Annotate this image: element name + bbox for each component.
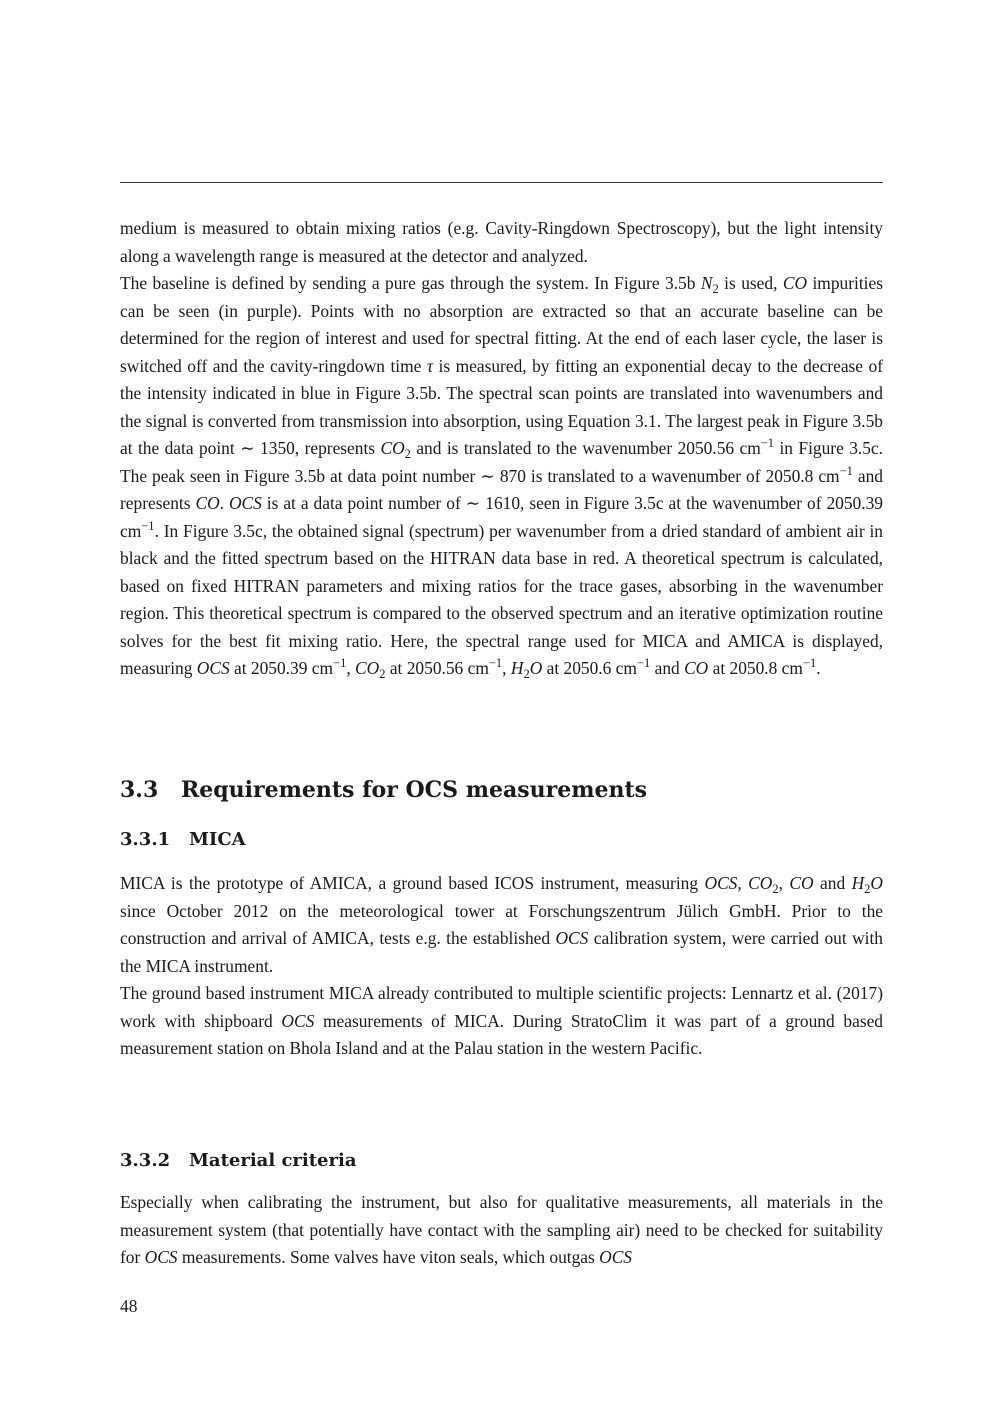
header-rule bbox=[120, 182, 883, 183]
subsection-heading-material: 3.3.2 Material criteria bbox=[120, 1150, 357, 1171]
page-number: 48 bbox=[120, 1296, 138, 1316]
body-text-material bbox=[120, 1189, 883, 1272]
paragraph-mica-intro: MICA is the prototype of AMICA, a ground based ICOS instrument, measuring OCS, $CO_2$, CO and $H_2O$ since October 2012 on the meteorological tower at Forschungszentrum Jülich GmbH. Prior to the construction and arrival of AMICA, tests e.g. the established OCS calibration system, were carried out with the MICA instrument. bbox=[120, 873, 883, 976]
paragraph-material-criteria: Especially when calibrating the instrument, but also for qualitative measurements, all materials in the measurement system (that potentially have contact with the sampling air) need to be checked for suitability for OCS measurements. Some valves have viton seals, which outgas OCS bbox=[120, 1192, 883, 1267]
section-heading: 3.3 Requirements for OCS measurements bbox=[120, 777, 648, 803]
paragraph-baseline: The baseline is defined by sending a pure gas through the system. In Figure 3.5b $N_2$ is used, CO impurities can be seen (in purple). Points with no absorption are extracted so that an accurate baseline can be determined for the region of interest and used for spectral fitting. At the end of each laser cycle, the laser is switched off and the cavity-ringdown time τ is measured, by fitting an exponential decay to the decrease of the intensity indicated in blue in Figure 3.5b. The spectral scan points are translated into wavenumbers and the signal is converted from transmission into absorption, using Equation 3.1. The largest peak in Figure 3.5b at the data point ∼ 1350, represents $CO_2$ and is translated to the wavenumber 2050.56 $cm^{-1}$ in Figure 3.5c. The peak seen in Figure 3.5b at data point number ∼ 870 is translated to a wavenumber of 2050.8 $cm^{-1}$ and represents CO. OCS is at a data point number of ∼ 1610, seen in Figure 3.5c at the wavenumber of 2050.39 $cm^{-1}$. In Figure 3.5c, the obtained signal (spectrum) per wavenumber from a dried standard of ambient air in black and the fitted spectrum based on the HITRAN data base in red. A theoretical spectrum is calculated, based on fixed HITRAN parameters and mixing ratios for the trace gases, absorbing in the wavenumber region. This theoretical spectrum is compared to the observed spectrum and an iterative optimization routine solves for the best fit mixing ratio. Here, the spectral range used for MICA and AMICA is displayed, measuring OCS at 2050.39 $cm^{-1}$, $CO_2$ at 2050.56 $cm^{-1}$, $H_2O$ at 2050.6 $cm^{-1}$ and CO at 2050.8 $cm^{-1}$. bbox=[120, 273, 884, 681]
paragraph-continuation: medium is measured to obtain mixing ratios (e.g. Cavity-Ringdown Spectroscopy), but the light intensity along a wavelength range is measured at the detector and analyzed. bbox=[120, 218, 883, 266]
subsection-heading-mica: 3.3.1 MICA bbox=[120, 829, 246, 850]
body-text-top bbox=[120, 215, 883, 683]
paragraph-mica-projects: The ground based instrument MICA already contributed to multiple scientific projects: Lennartz et al. (2017) work with shipboard OCS measurements of MICA. During StratoClim it was part of a ground based measurement station on Bhola Island and at the Palau station in the western Pacific. bbox=[120, 983, 884, 1058]
body-text-mica bbox=[120, 870, 883, 1063]
